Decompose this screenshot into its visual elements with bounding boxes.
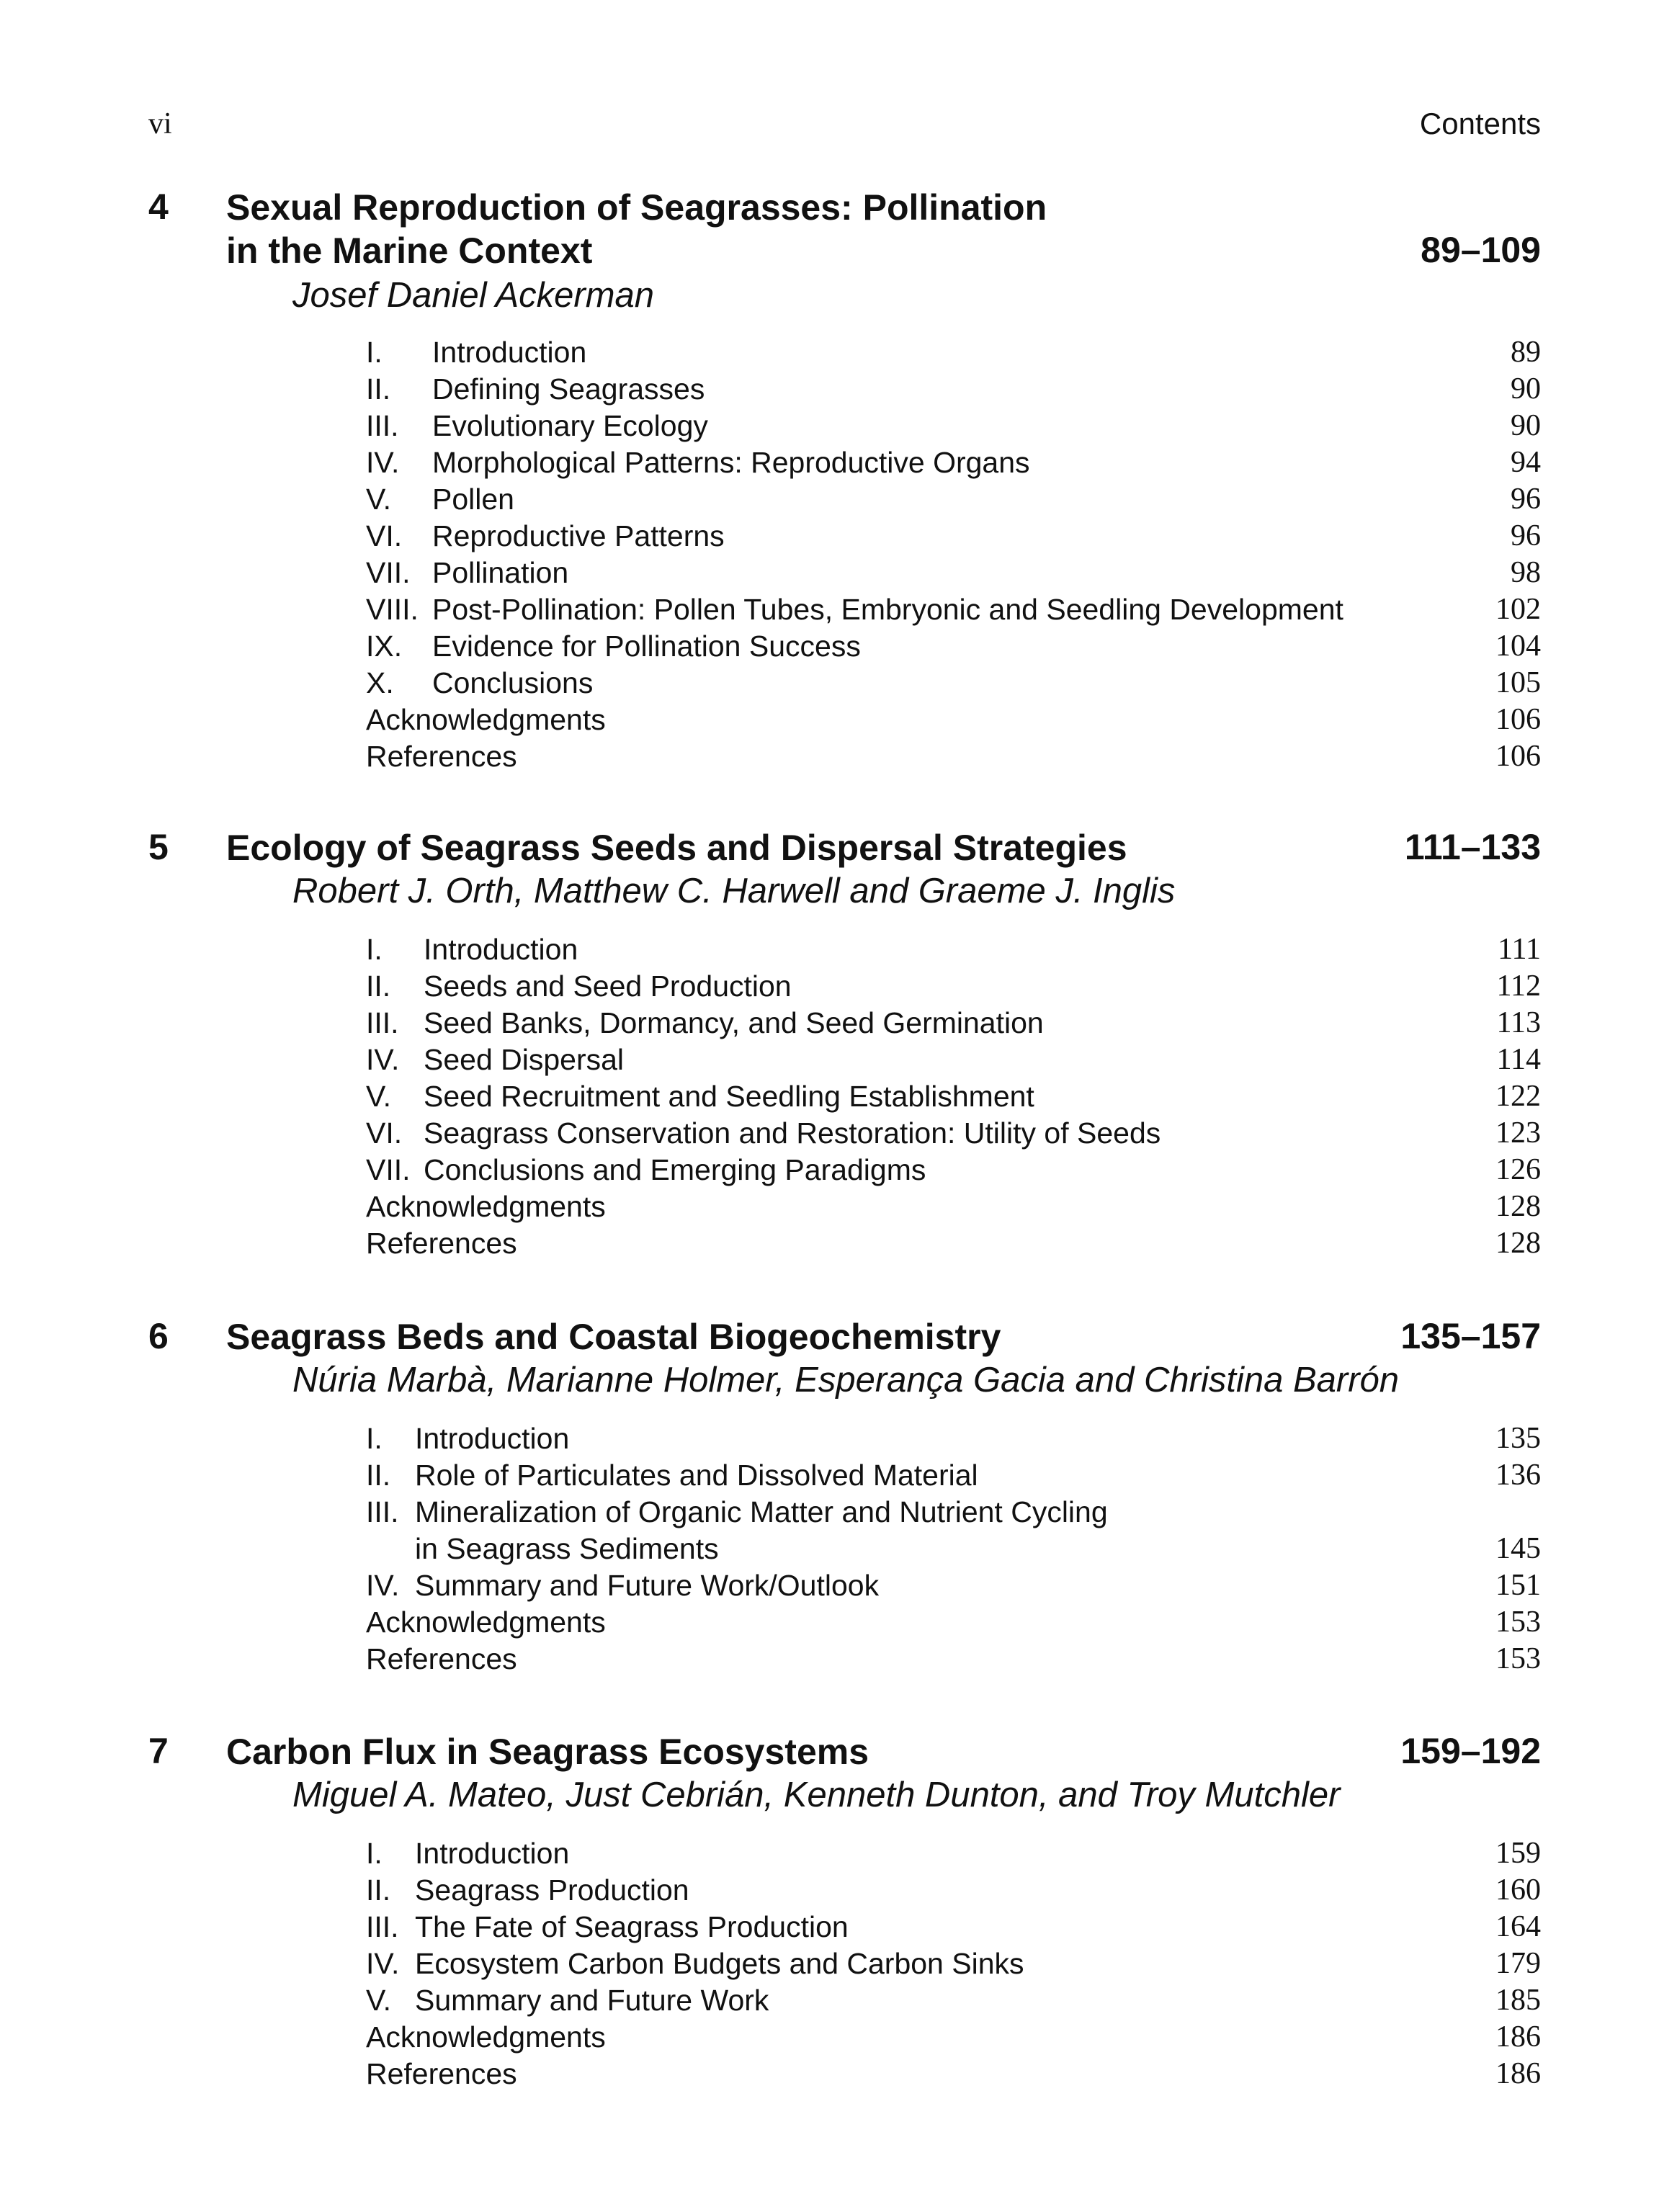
section-title: Evidence for Pollination Success	[432, 630, 861, 663]
page-number: 96	[1511, 519, 1541, 552]
section-title: Reproductive Patterns	[432, 519, 725, 552]
section-numeral: II.	[366, 970, 391, 1003]
toc-entry[interactable]	[366, 1115, 1541, 1152]
toc-entry[interactable]	[366, 591, 1541, 628]
section-numeral: VIII.	[366, 593, 419, 626]
toc-entry[interactable]	[366, 1835, 1541, 1872]
toc-entry[interactable]	[366, 2056, 1541, 2092]
section-title: Introduction	[415, 1422, 570, 1455]
chapter-authors: Núria Marbà, Marianne Holmer, Esperança Gacia and Christina Barrón	[292, 1361, 1400, 1400]
page-number: 106	[1495, 703, 1541, 736]
toc-entry[interactable]	[366, 518, 1541, 555]
chapter-title[interactable]	[226, 1315, 1001, 1358]
chapter-number: 5	[148, 827, 169, 867]
toc-entry[interactable]	[366, 2019, 1541, 2056]
chapter-page-range: 159–192	[1400, 1731, 1541, 1771]
page-number: 128	[1495, 1227, 1541, 1260]
toc-entry[interactable]	[366, 665, 1541, 702]
toc-entry[interactable]	[366, 1078, 1541, 1115]
page-number: 113	[1496, 1006, 1541, 1039]
section-title: Conclusions	[432, 666, 594, 699]
toc-entry[interactable]	[366, 444, 1541, 481]
section-numeral: IV.	[366, 1569, 400, 1602]
section-numeral: IV.	[366, 1043, 400, 1076]
section-numeral: I.	[366, 1422, 383, 1455]
toc-entry[interactable]	[366, 1604, 1541, 1641]
toc-entry[interactable]	[366, 1567, 1541, 1604]
toc-entry[interactable]	[366, 1457, 1541, 1494]
toc-entry[interactable]	[366, 1909, 1541, 1945]
chapter-title-line: Ecology of Seagrass Seeds and Dispersal Strategies	[226, 828, 1127, 868]
section-title: Pollen	[432, 483, 514, 516]
chapter-title-line: Carbon Flux in Seagrass Ecosystems	[226, 1732, 869, 1772]
section-title: Acknowledgments	[366, 703, 606, 736]
section-numeral: I.	[366, 336, 383, 369]
chapter-title-line: Seagrass Beds and Coastal Biogeochemistry	[226, 1317, 1001, 1357]
section-numeral: I.	[366, 933, 383, 966]
page-number: 90	[1511, 409, 1541, 442]
section-title: Acknowledgments	[366, 1190, 606, 1223]
section-title: References	[366, 2057, 517, 2090]
page-number: 159	[1495, 1837, 1541, 1870]
section-numeral: IV.	[366, 446, 400, 479]
page-number: 111	[1498, 933, 1541, 966]
chapter-title[interactable]	[226, 826, 1127, 869]
section-title: Ecosystem Carbon Budgets and Carbon Sinks	[415, 1947, 1024, 1980]
chapter-toc	[366, 1835, 1541, 2092]
chapter-title-line: Sexual Reproduction of Seagrasses: Pollination	[226, 187, 1047, 228]
toc-entry[interactable]	[366, 1225, 1541, 1262]
page-number: 114	[1496, 1043, 1541, 1076]
toc-entry[interactable]	[366, 408, 1541, 444]
running-head	[148, 107, 1541, 147]
page-number: 89	[1511, 336, 1541, 369]
section-numeral: V.	[366, 1984, 391, 2017]
folio: vi	[148, 107, 172, 140]
section-title: Introduction	[424, 933, 578, 966]
page-number: 145	[1495, 1532, 1541, 1565]
chapter-page-range: 135–157	[1400, 1316, 1541, 1356]
section-title: Mineralization of Organic Matter and Nutrient Cycling	[415, 1495, 1108, 1528]
section-title: Post-Pollination: Pollen Tubes, Embryonic and Seedling Development	[432, 593, 1343, 626]
section-numeral: VII.	[366, 556, 411, 589]
section-numeral: VI.	[366, 1116, 403, 1150]
chapter-authors: Miguel A. Mateo, Just Cebrián, Kenneth Dunton, and Troy Mutchler	[292, 1776, 1341, 1814]
toc-entry[interactable]	[366, 702, 1541, 738]
section-title: Seed Banks, Dormancy, and Seed Germination	[424, 1006, 1044, 1039]
section-title: Seed Recruitment and Seedling Establishment	[424, 1080, 1034, 1113]
section-numeral: II.	[366, 372, 391, 406]
page-number: 164	[1495, 1910, 1541, 1943]
page-number: 90	[1511, 372, 1541, 406]
chapter-page-range: 89–109	[1421, 230, 1541, 270]
page-number: 153	[1495, 1642, 1541, 1675]
page-number: 186	[1495, 2020, 1541, 2054]
section-numeral: II.	[366, 1873, 391, 1907]
page-number: 128	[1495, 1190, 1541, 1223]
page-number: 104	[1495, 630, 1541, 663]
section-title: References	[366, 1227, 517, 1260]
toc-entry[interactable]	[366, 1641, 1541, 1678]
section-title: Seeds and Seed Production	[424, 970, 792, 1003]
section-title: Seagrass Production	[415, 1873, 689, 1907]
section-title: Evolutionary Ecology	[432, 409, 708, 442]
chapter-authors: Robert J. Orth, Matthew C. Harwell and Graeme J. Inglis	[292, 872, 1176, 910]
page-number: 112	[1496, 970, 1541, 1003]
toc-entry[interactable]	[366, 968, 1541, 1005]
section-title: Morphological Patterns: Reproductive Organs	[432, 446, 1030, 479]
page-number: 98	[1511, 556, 1541, 589]
page-number: 122	[1495, 1080, 1541, 1113]
section-title: Summary and Future Work	[415, 1984, 769, 2017]
section-numeral: V.	[366, 1080, 391, 1113]
toc-entry[interactable]	[366, 1420, 1541, 1457]
section-numeral: IV.	[366, 1947, 400, 1980]
toc-entry[interactable]	[366, 1531, 1541, 1567]
section-numeral: III.	[366, 1910, 399, 1943]
toc-entry[interactable]	[366, 555, 1541, 591]
toc-entry[interactable]	[366, 481, 1541, 518]
chapter-page-range: 111–133	[1404, 827, 1541, 867]
section-title: References	[366, 740, 517, 773]
chapter-title[interactable]	[226, 186, 1047, 272]
toc-entry[interactable]	[366, 1494, 1541, 1531]
page-number: 102	[1495, 593, 1541, 626]
section-title: Pollination	[432, 556, 569, 589]
toc-entry[interactable]	[366, 1982, 1541, 2019]
section-title: Introduction	[415, 1837, 570, 1870]
page-number: 185	[1495, 1984, 1541, 2017]
section-title: References	[366, 1642, 517, 1675]
toc-entry[interactable]	[366, 738, 1541, 775]
page-number: 94	[1511, 446, 1541, 479]
section-title: Seed Dispersal	[424, 1043, 625, 1076]
page-number: 153	[1495, 1606, 1541, 1639]
page-number: 105	[1495, 666, 1541, 699]
chapter-toc	[366, 334, 1541, 775]
section-numeral: VI.	[366, 519, 403, 552]
toc-entry[interactable]	[366, 1042, 1541, 1078]
chapter-title-line: in the Marine Context	[226, 230, 593, 271]
page-number: 186	[1495, 2057, 1541, 2090]
chapter-number: 7	[148, 1731, 169, 1771]
section-numeral: III.	[366, 409, 399, 442]
page-number: 106	[1495, 740, 1541, 773]
chapter-authors: Josef Daniel Ackerman	[292, 276, 655, 315]
toc-entry[interactable]	[366, 1945, 1541, 1982]
page-number: 136	[1495, 1459, 1541, 1492]
toc-entry[interactable]	[366, 371, 1541, 408]
chapter-number: 4	[148, 187, 169, 227]
section-numeral: I.	[366, 1837, 383, 1870]
page-number: 151	[1495, 1569, 1541, 1602]
section-title: The Fate of Seagrass Production	[415, 1910, 849, 1943]
toc-entry[interactable]	[366, 1872, 1541, 1909]
toc-entry[interactable]	[366, 1152, 1541, 1188]
page-number: 160	[1495, 1873, 1541, 1907]
chapter-title[interactable]	[226, 1730, 869, 1773]
section-title: Defining Seagrasses	[432, 372, 705, 406]
page-number: 96	[1511, 483, 1541, 516]
chapter-toc	[366, 1420, 1541, 1678]
chapter-number: 6	[148, 1316, 169, 1356]
section-title: in Seagrass Sediments	[415, 1532, 719, 1565]
section-numeral: III.	[366, 1495, 399, 1528]
toc-entry[interactable]	[366, 1005, 1541, 1042]
section-title: Role of Particulates and Dissolved Material	[415, 1459, 978, 1492]
running-head-title: Contents	[1419, 107, 1541, 140]
chapter-toc	[366, 931, 1541, 1262]
page-number: 123	[1495, 1116, 1541, 1150]
section-numeral: X.	[366, 666, 394, 699]
section-title: Conclusions and Emerging Paradigms	[424, 1153, 926, 1186]
section-numeral: V.	[366, 483, 391, 516]
section-title: Seagrass Conservation and Restoration: Utility of Seeds	[424, 1116, 1161, 1150]
section-title: Acknowledgments	[366, 2020, 606, 2054]
toc-entry[interactable]	[366, 931, 1541, 968]
section-title: Summary and Future Work/Outlook	[415, 1569, 880, 1602]
toc-entry[interactable]	[366, 1188, 1541, 1225]
page-number: 126	[1495, 1153, 1541, 1186]
section-title: Introduction	[432, 336, 587, 369]
section-numeral: VII.	[366, 1153, 411, 1186]
toc-entry[interactable]	[366, 628, 1541, 665]
section-title: Acknowledgments	[366, 1606, 606, 1639]
section-numeral: II.	[366, 1459, 391, 1492]
section-numeral: IX.	[366, 630, 403, 663]
page-number: 135	[1495, 1422, 1541, 1455]
page-number: 179	[1495, 1947, 1541, 1980]
toc-entry[interactable]	[366, 334, 1541, 371]
section-numeral: III.	[366, 1006, 399, 1039]
